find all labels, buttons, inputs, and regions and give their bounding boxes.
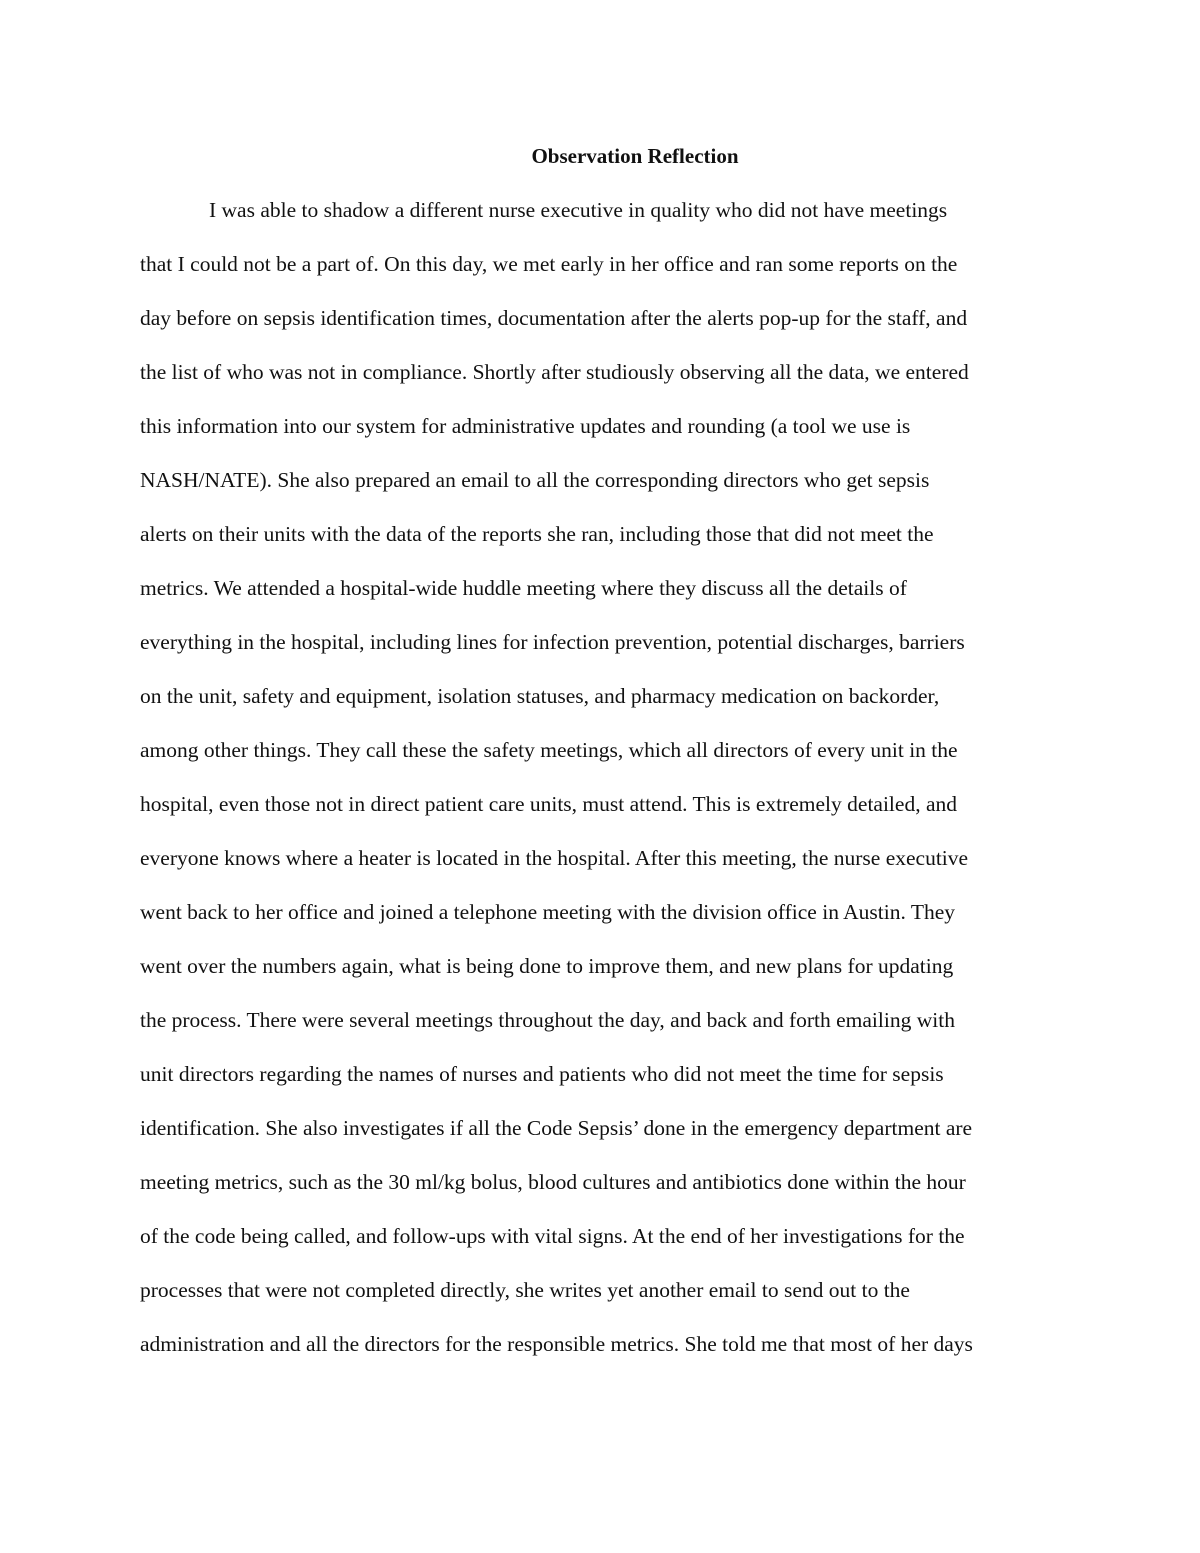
body-line: NASH/NATE). She also prepared an email to all the corresponding directors who get sepsis	[140, 468, 930, 492]
body-line: went over the numbers again, what is being done to improve them, and new plans for updating	[140, 954, 954, 978]
body-line: among other things. They call these the safety meetings, which all directors of every unit in the	[140, 738, 958, 762]
body-line: hospital, even those not in direct patient care units, must attend. This is extremely detailed, and	[140, 792, 957, 816]
body-line: unit directors regarding the names of nurses and patients who did not meet the time for sepsis	[140, 1062, 944, 1086]
body-line: the process. There were several meetings throughout the day, and back and forth emailing with	[140, 1008, 955, 1032]
body-line: meeting metrics, such as the 30 ml/kg bolus, blood cultures and antibiotics done within the hour	[140, 1170, 966, 1194]
body-line: I was able to shadow a different nurse executive in quality who did not have meetings	[209, 198, 948, 222]
body-line: day before on sepsis identification times, documentation after the alerts pop-up for the staff, and	[140, 306, 968, 330]
document-title: Observation Reflection	[531, 144, 739, 168]
body-line: went back to her office and joined a telephone meeting with the division office in Austin. They	[140, 900, 956, 924]
body-line: metrics. We attended a hospital-wide huddle meeting where they discuss all the details of	[140, 576, 907, 600]
body-line: on the unit, safety and equipment, isolation statuses, and pharmacy medication on backorder,	[140, 684, 940, 708]
body-line: identification. She also investigates if all the Code Sepsis’ done in the emergency department are	[140, 1116, 973, 1140]
body-line: everything in the hospital, including lines for infection prevention, potential discharges, barriers	[140, 630, 965, 654]
body-line: of the code being called, and follow-ups with vital signs. At the end of her investigations for the	[140, 1224, 965, 1248]
body-line: that I could not be a part of. On this day, we met early in her office and ran some reports on the	[140, 252, 958, 276]
body-line: administration and all the directors for the responsible metrics. She told me that most of her days	[140, 1332, 973, 1356]
body-line: this information into our system for administrative updates and rounding (a tool we use is	[140, 414, 911, 438]
body-line: alerts on their units with the data of the reports she ran, including those that did not meet the	[140, 522, 934, 546]
body-line: processes that were not completed directly, she writes yet another email to send out to the	[140, 1278, 910, 1302]
body-line: the list of who was not in compliance. Shortly after studiously observing all the data, we entered	[140, 360, 969, 384]
body-line: everyone knows where a heater is located in the hospital. After this meeting, the nurse executive	[140, 846, 969, 870]
